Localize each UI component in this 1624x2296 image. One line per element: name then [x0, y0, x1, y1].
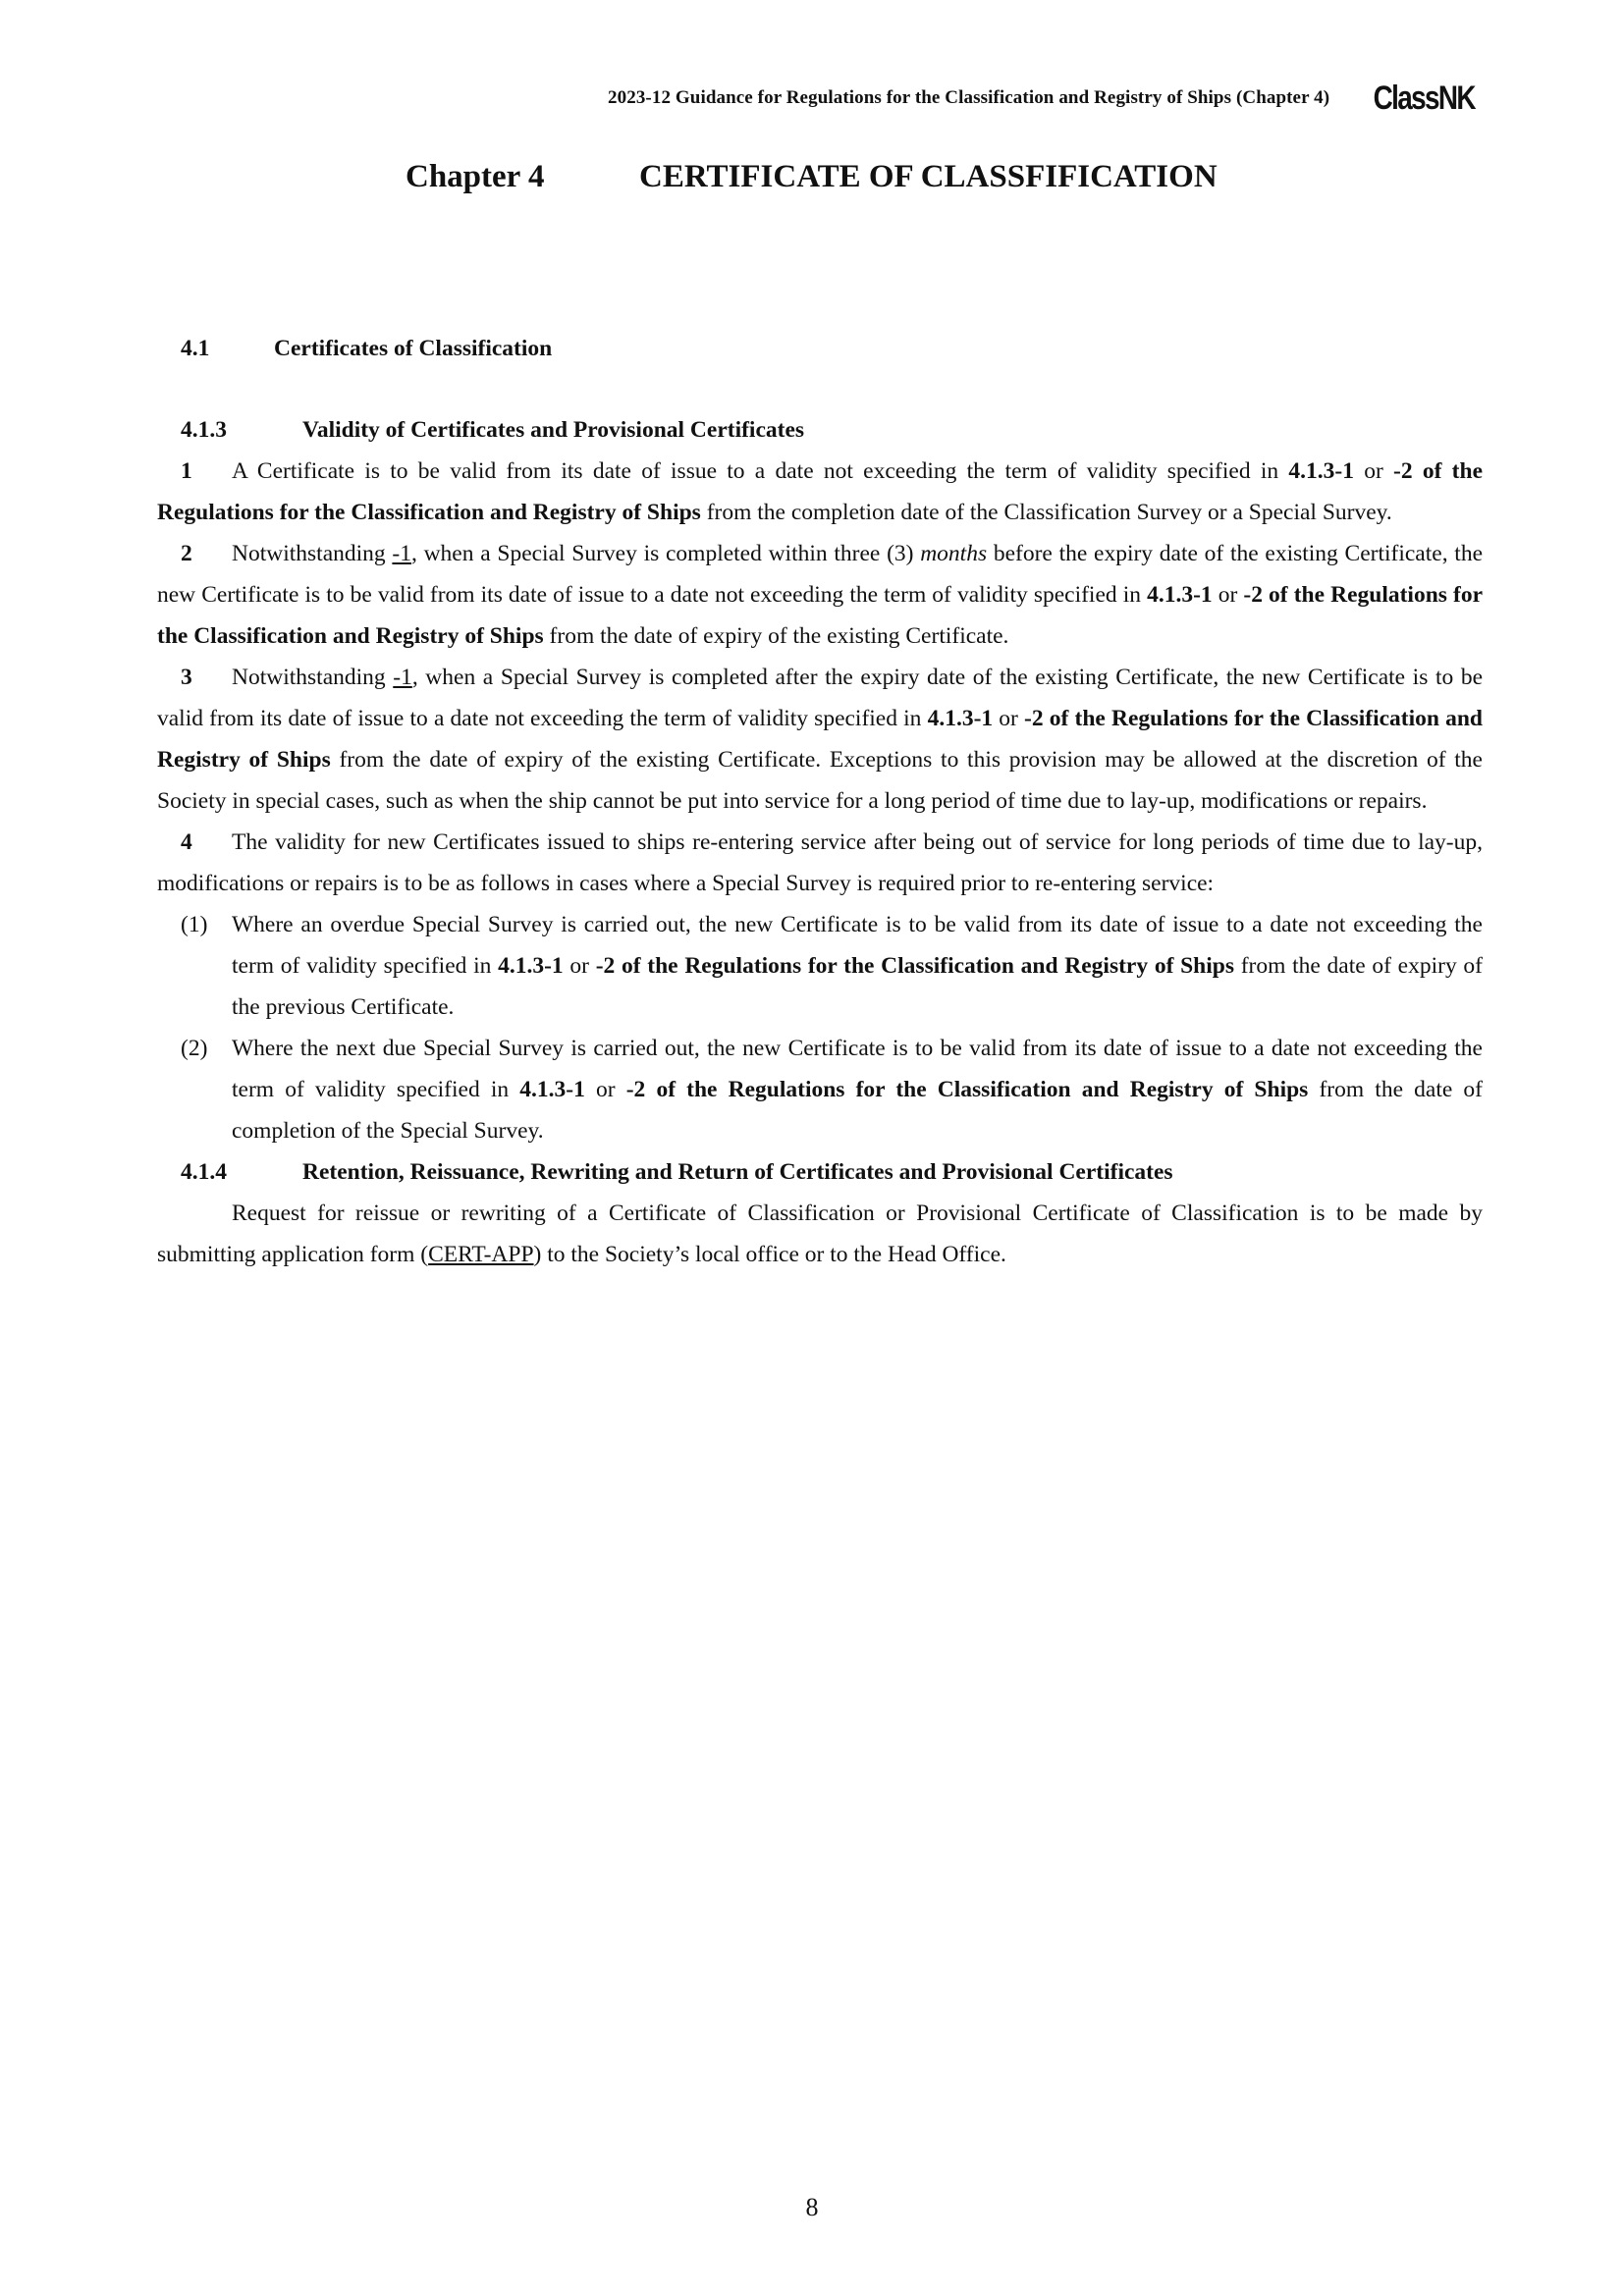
paragraph-text: ) to the Society’s local office or to the Head Office. [533, 1242, 1006, 1267]
section-title: Validity of Certificates and Provisional Certificates [302, 417, 805, 443]
paragraph-text: , when a Special Survey is completed within three (3) [410, 541, 921, 566]
cross-reference-link[interactable]: -1 [393, 665, 412, 690]
header-title: 2023-12 Guidance for Regulations for the Classification and Registry of Ships (Chapter 4) [608, 87, 1330, 108]
paragraph-text: , when a Special Survey is completed after the expiry date of the existing Certificate, the new Certificate is to be valid from its date of issue to a date not exceeding the term of validity specified in [157, 665, 1483, 731]
paragraph-text: Request for reissue or rewriting of a Certificate of Classification or Provisional Certificate of Classification is to be made by submitting application form ( [157, 1201, 1483, 1267]
chapter-number: Chapter 4 [406, 159, 545, 194]
paragraph-4-1-4 [157, 1193, 1483, 1275]
list-item-number: (1) [181, 912, 208, 937]
section-heading-4-1 [181, 328, 1483, 369]
reference-bold: -2 of the Regulations for the Classification and Registry of Ships [157, 706, 1483, 773]
paragraph-text: from the date of expiry of the existing Certificate. [543, 623, 1009, 649]
document-body [157, 328, 1483, 1275]
paragraph-number: 4 [181, 829, 192, 855]
classnk-logo: ClassNK [1373, 79, 1475, 117]
paragraph-number: 1 [181, 458, 192, 484]
page-header [608, 79, 1475, 118]
reference-bold: 4.1.3-1 [1288, 458, 1354, 484]
chapter-title: CERTIFICATE OF CLASSFIFICATION [639, 159, 1218, 194]
paragraph-text: before the expiry date of the existing Certificate, the new Certificate is to be valid from its date of issue to a date not exceeding the term of validity specified in [157, 541, 1484, 608]
paragraph-3 [157, 657, 1483, 822]
paragraph-text: from the date of expiry of the existing Certificate. Exceptions to this provision may be allowed at the discretion of the Society in special cases, such as when the ship cannot be put into service for a long period of time due to lay-up, modifications or repairs. [157, 747, 1483, 814]
section-title: Retention, Reissuance, Rewriting and Return of Certificates and Provisional Certificates [302, 1159, 1173, 1185]
list-item [181, 1028, 1483, 1151]
reference-bold: -2 of the Regulations for the Classification and Registry of Ships [157, 582, 1483, 649]
section-number: 4.1 [181, 336, 210, 361]
paragraph-text: from the completion date of the Classification Survey or a Special Survey. [700, 500, 1392, 525]
paragraph-1 [157, 451, 1483, 533]
paragraph-text: A Certificate is to be valid from its date of issue to a date not exceeding the term of validity specified in [232, 458, 1289, 484]
paragraph-text: Notwithstanding [232, 665, 394, 690]
italic-text: months [920, 541, 988, 566]
paragraph-number: 2 [181, 541, 192, 566]
section-heading-4-1-4 [181, 1151, 1483, 1193]
paragraph-number: 3 [181, 665, 192, 690]
page-number: 8 [805, 2193, 819, 2221]
paragraph-text: or [1212, 582, 1244, 608]
reference-bold: 4.1.3-1 [498, 953, 564, 979]
paragraph-text: The validity for new Certificates issued to ships re-entering service after being out of service for long periods of time due to lay-up, modifications or repairs is to be as follows in cases where a Special Survey is required prior to re-entering service: [157, 829, 1483, 896]
reference-bold: 4.1.3-1 [519, 1077, 585, 1102]
paragraph-text: or [993, 706, 1025, 731]
reference-bold: -2 of the Regulations for the Classification and Registry of Ships [595, 953, 1234, 979]
list-item [181, 904, 1483, 1028]
section-number: 4.1.4 [181, 1159, 227, 1185]
reference-bold: 4.1.3-1 [1147, 582, 1213, 608]
paragraph-text: Notwithstanding [232, 541, 393, 566]
cross-reference-link[interactable]: -1 [392, 541, 411, 566]
reference-bold: 4.1.3-1 [927, 706, 994, 731]
list-item-text: Where the next due Special Survey is carried out, the new Certificate is to be valid from its date of issue to a date not exceeding the term of validity specified in 4.1.3-1 or -2 of the Regulations for the Classification and Registry of Ships from the date of completion of the Special Survey. [232, 1036, 1484, 1144]
section-heading-4-1-3 [181, 409, 1483, 451]
list-item-number: (2) [181, 1036, 208, 1061]
section-number: 4.1.3 [181, 417, 227, 443]
reference-bold: -2 of the Regulations for the Classification and Registry of Ships [157, 458, 1484, 525]
paragraph-4 [157, 822, 1483, 904]
reference-bold: -2 of the Regulations for the Classification and Registry of Ships [625, 1077, 1309, 1102]
paragraph-text: or [1353, 458, 1394, 484]
paragraph-2 [157, 533, 1483, 657]
list-item-text: Where an overdue Special Survey is carried out, the new Certificate is to be valid from its date of issue to a date not exceeding the term of validity specified in 4.1.3-1 or -2 of the Regulations for the Classification and Registry of Ships from the date of expiry of the previous Certificate. [232, 912, 1483, 1020]
cert-app-link[interactable]: CERT-APP [428, 1242, 534, 1267]
section-title: Certificates of Classification [274, 336, 553, 361]
